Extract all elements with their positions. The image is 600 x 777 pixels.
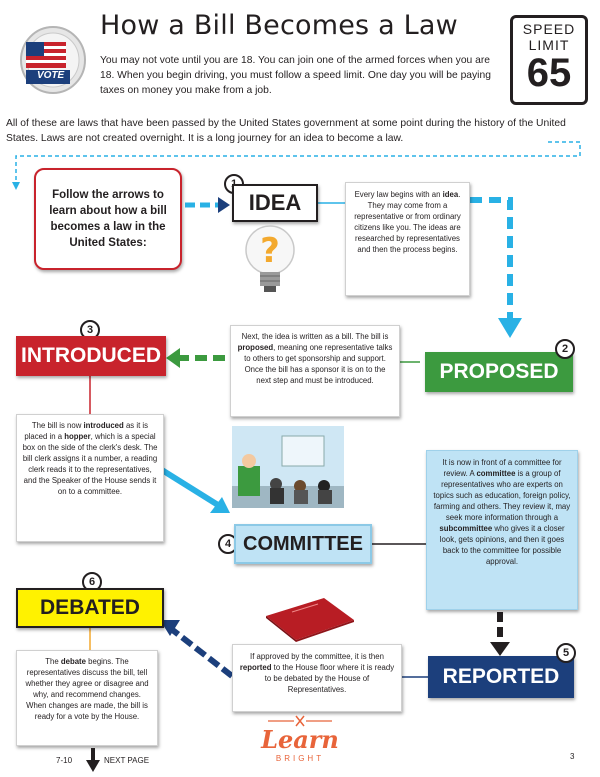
stage-introduced — [16, 336, 166, 376]
down-arrow-icon — [86, 748, 100, 772]
page-title: How a Bill Becomes a Law — [100, 10, 458, 41]
logo-bright: BRIGHT — [275, 754, 325, 763]
debated-text-box — [16, 650, 158, 746]
debated-text-bold: debate — [60, 657, 86, 666]
committee-text-bold1: committee — [476, 469, 516, 478]
stage-introduced-label: INTRODUCED — [21, 344, 161, 367]
next-page-link[interactable]: NEXT PAGE — [104, 756, 150, 765]
reported-text-box — [232, 644, 402, 712]
committee-text-b: is a group of representatives who are experts on topics such as education, foreign policy, farming and others. They review it, may seek more information through a — [433, 469, 571, 522]
stage-idea — [232, 184, 318, 222]
learn-bright-logo — [248, 714, 352, 772]
follow-box-text: Follow the arrows to learn about how a bill becomes a law in the United States: — [49, 189, 167, 249]
proposed-text-box — [230, 325, 400, 417]
committee-text-box — [426, 450, 578, 610]
svg-text:?: ? — [260, 231, 280, 271]
introduced-text-b: as it is placed in a — [24, 421, 149, 441]
introduced-text-bold1: introduced — [83, 421, 124, 430]
follow-box — [34, 168, 182, 270]
debated-text-a: The — [45, 657, 61, 666]
reported-text-a: If approved by the committee, it is then — [250, 652, 384, 661]
stage-proposed-label: PROPOSED — [439, 360, 559, 383]
stage-committee-label: COMMITTEE — [243, 532, 363, 555]
stage-debated-label: DEBATED — [40, 596, 140, 619]
vote-label: VOTE — [37, 70, 65, 81]
committee-meeting-icon — [232, 426, 344, 508]
step-number-3: 3 — [80, 320, 100, 340]
lightbulb-question-icon — [240, 224, 300, 296]
step-number-5: 5 — [556, 643, 576, 663]
reported-text-b: to the House floor where it is ready to be debated by the House of Representatives. — [264, 663, 395, 694]
debated-text-b: begins. The representatives discuss the bill, tell whether they agree or disagree and why, and recommend changes. When changes are made, the bill is ready for a vote by the House. — [25, 657, 149, 721]
bill-document-icon — [262, 596, 358, 642]
committee-text-bold2: subcommittee — [439, 524, 493, 533]
footer-range: 7-10 — [56, 756, 73, 765]
stage-idea-label: IDEA — [248, 190, 302, 215]
speed-sign-line1: SPEED — [522, 21, 576, 37]
stage-proposed — [425, 352, 573, 392]
idea-text-b: . They may come from a representative or from ordinary citizens like you. The ideas are researched by representatives and then the process begins. — [354, 190, 461, 254]
idea-text-bold: idea — [442, 190, 459, 199]
proposed-text-bold: proposed — [237, 343, 274, 352]
introduced-text-box — [16, 414, 164, 542]
stage-committee — [234, 524, 372, 564]
stage-reported — [428, 656, 574, 698]
stage-debated — [16, 588, 164, 628]
idea-text-box — [345, 182, 470, 296]
step-number-6: 6 — [82, 572, 102, 592]
introduced-text-bold2: hopper — [64, 432, 91, 441]
proposed-text-a: Next, the idea is written as a bill. The bill is — [241, 332, 389, 341]
step-number-2: 2 — [555, 339, 575, 359]
intro-text: You may not vote until you are 18. You can join one of the armed forces when you are 18. When you begin driving, you must follow a speed limit. One day you will be paying taxes on money you make from a job. — [100, 55, 491, 96]
idea-text-a: Every law begins with an — [354, 190, 443, 199]
proposed-text-b: , meaning one representative talks to others to get sponsorship and support. Once the bill has a sponsor it is on to the next step and must be introduced. — [244, 343, 393, 385]
step-number-4: 4 — [218, 534, 238, 554]
context-paragraph: All of these are laws that have been passed by the United States government at some point during the history of the United States. Laws are not created overnight. It is a long journey for an idea to become a law. — [6, 118, 566, 144]
introduced-text-c: , which is a special box on the side of the clerk's desk. The bill clerk assigns it a number, a reading clerk reads it to the representatives, and the Speaker of the House sends it on to a committee. — [22, 432, 158, 496]
stage-reported-label: REPORTED — [442, 665, 560, 688]
committee-text-a: It is now in front of a committee for review. A — [442, 458, 562, 478]
speed-sign-line2: LIMIT — [528, 37, 570, 53]
logo-learn: Learn — [261, 725, 339, 754]
page-number: 3 — [570, 752, 575, 761]
reported-text-bold: reported — [239, 663, 272, 672]
committee-text-c: who gives it a closer look, gets opinions, and then it goes back to the committee for possible approval. — [439, 524, 565, 566]
speed-sign-value: 65 — [526, 51, 572, 95]
introduced-text-a: The bill is now — [31, 421, 84, 430]
